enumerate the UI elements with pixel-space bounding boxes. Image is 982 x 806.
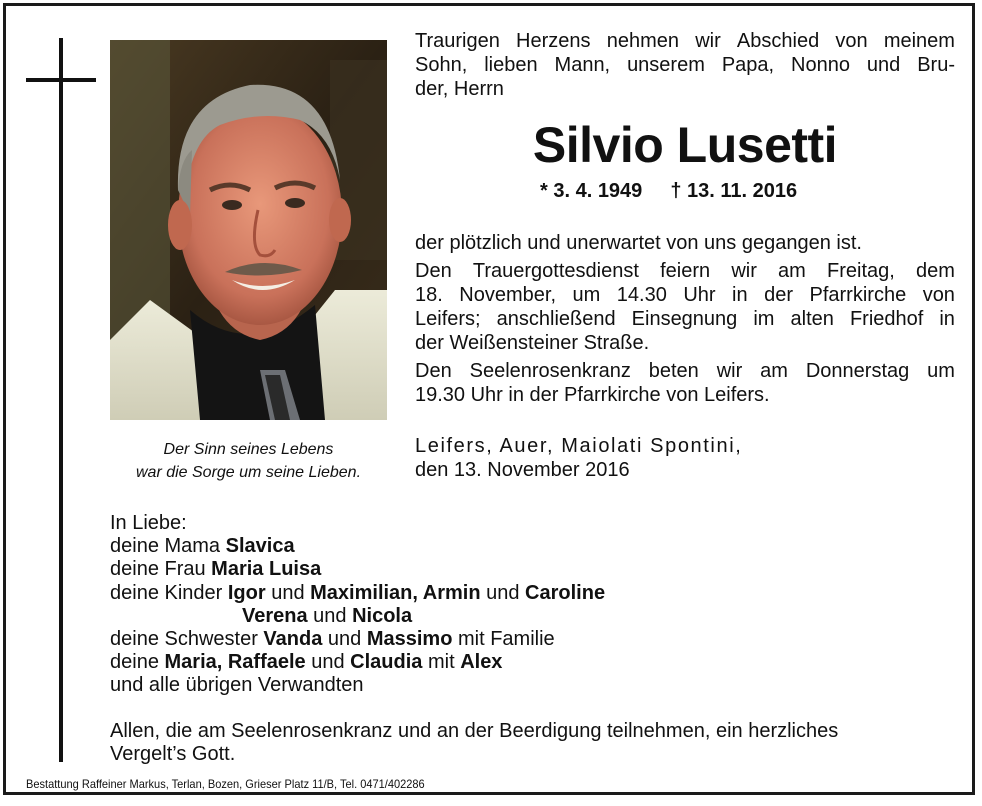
family-line-mama xyxy=(110,535,810,558)
word: 18. xyxy=(415,284,443,306)
word: in xyxy=(732,284,748,306)
relative-name: Slavica xyxy=(225,535,295,558)
service-line-4: der Weißensteiner Straße. xyxy=(415,332,650,354)
connector: mit xyxy=(422,651,461,674)
word: Pfarrkirche xyxy=(809,284,907,306)
family-list xyxy=(110,512,810,698)
word: feiern xyxy=(660,260,711,282)
death-date: † 13. 11. 2016 xyxy=(670,180,798,202)
word: 14.30 xyxy=(616,284,667,306)
rosary-line-1 xyxy=(415,359,955,383)
word: Leifers; xyxy=(415,308,481,330)
relative-name: Caroline xyxy=(525,581,606,604)
photo-caption xyxy=(100,438,397,484)
word: Papa, xyxy=(721,54,775,76)
word: am xyxy=(760,360,788,382)
word: Freitag, xyxy=(827,260,895,282)
connector: und xyxy=(305,651,351,674)
word: anschließend xyxy=(496,308,616,330)
date-line: den 13. November 2016 xyxy=(415,459,630,481)
caption-line-2: war die Sorge um seine Lieben. xyxy=(135,464,362,481)
word: nehmen xyxy=(606,30,679,52)
relation-label: deine Kinder xyxy=(110,581,228,604)
relative-name: Verena xyxy=(242,604,308,627)
intro-text xyxy=(415,29,955,101)
connector: und xyxy=(322,628,367,651)
place-line: Leifers, Auer, Maiolati Spontini, xyxy=(415,435,743,457)
word: Mann, xyxy=(554,54,611,76)
word: alten xyxy=(790,308,834,330)
service-line-1 xyxy=(415,259,955,283)
intro-line-3: der, Herrn xyxy=(415,78,504,100)
relation-label: deine xyxy=(110,651,165,674)
word: wir xyxy=(695,30,721,52)
portrait-photo xyxy=(110,40,387,420)
relative-name: Maria, Raffaele xyxy=(164,651,306,674)
word: Den xyxy=(415,260,452,282)
word: Donnerstag xyxy=(805,360,910,382)
life-dates xyxy=(540,178,840,204)
word: Nonno xyxy=(791,54,850,76)
family-line-kinder xyxy=(110,582,810,605)
word: Trauergottesdienst xyxy=(472,260,639,282)
word: am xyxy=(778,260,806,282)
word: Traurigen xyxy=(415,30,500,52)
rosary-line-2: 19.30 Uhr in der Pfarrkirche von Leifers. xyxy=(415,384,770,406)
word: Bru- xyxy=(917,54,955,76)
relative-name: Maria Luisa xyxy=(211,558,322,581)
word: Sohn, xyxy=(415,54,468,76)
connector: und xyxy=(265,581,311,604)
relative-name: Massimo xyxy=(366,628,453,651)
family-line-frau xyxy=(110,558,810,581)
deceased-name: Silvio Lusetti xyxy=(532,117,838,173)
funeral-home-footer: Bestattung Raffeiner Markus, Terlan, Bozen, Grieser Platz 11/B, Tel. 0471/402286 xyxy=(26,777,425,791)
birth-date: * 3. 4. 1949 xyxy=(540,180,643,202)
word: Einsegnung xyxy=(631,308,738,330)
word: und xyxy=(866,54,901,76)
notice-body xyxy=(415,231,955,407)
family-line-rest: und alle übrigen Verwandten xyxy=(110,674,364,697)
word: von xyxy=(922,284,955,306)
relative-name: Alex xyxy=(460,651,503,674)
thanks-line-1: Allen, die am Seelenrosenkranz und an der Beerdigung teilnehmen, ein herzliches xyxy=(110,720,839,742)
word: wir xyxy=(731,260,757,282)
word: von xyxy=(835,30,868,52)
relation-label: deine Frau xyxy=(110,558,212,581)
family-heading: In Liebe: xyxy=(110,512,187,534)
cross-vertical-bar xyxy=(59,38,63,762)
connector: mit Familie xyxy=(452,628,555,651)
word: um xyxy=(572,284,601,306)
relation-label: deine Schwester xyxy=(110,628,264,651)
relative-name: Nicola xyxy=(352,604,413,627)
word: Friedhof xyxy=(849,308,924,330)
cross-horizontal-bar xyxy=(26,78,96,82)
place-date xyxy=(415,434,955,482)
relative-name: Claudia xyxy=(350,651,423,674)
relation-label: deine Mama xyxy=(110,535,226,558)
body-line-1: der plötzlich und unerwartet von uns gegangen ist. xyxy=(415,232,862,254)
word: meinem xyxy=(883,30,955,52)
connector: und xyxy=(480,581,526,604)
intro-line-2 xyxy=(415,53,955,77)
word: lieben xyxy=(484,54,538,76)
word: dem xyxy=(916,260,955,282)
thanks-line-2: Vergelt’s Gott. xyxy=(110,743,236,765)
word: Uhr xyxy=(683,284,716,306)
family-line-others xyxy=(110,651,810,674)
word: November, xyxy=(459,284,557,306)
relative-name: Maximilian, Armin xyxy=(310,581,481,604)
intro-line-1 xyxy=(415,29,955,53)
family-line-kinder-2 xyxy=(110,605,810,628)
caption-line-1: Der Sinn seines Lebens xyxy=(163,441,334,458)
word: Herzens xyxy=(516,30,591,52)
service-line-3 xyxy=(415,307,955,331)
word: Seelenrosenkranz xyxy=(469,360,631,382)
family-line-schwester xyxy=(110,628,810,651)
relative-name: Vanda xyxy=(263,628,323,651)
thanks-text xyxy=(110,720,956,766)
word: Abschied xyxy=(736,30,820,52)
word: beten xyxy=(648,360,699,382)
portrait-illustration xyxy=(110,40,387,420)
word: im xyxy=(753,308,775,330)
word: um xyxy=(927,360,955,382)
connector: und xyxy=(307,604,353,627)
word: der xyxy=(764,284,794,306)
word: Den xyxy=(415,360,452,382)
word: wir xyxy=(716,360,743,382)
relative-name: Igor xyxy=(227,581,266,604)
word: unserem xyxy=(627,54,705,76)
service-line-2 xyxy=(415,283,955,307)
word: in xyxy=(939,308,955,330)
